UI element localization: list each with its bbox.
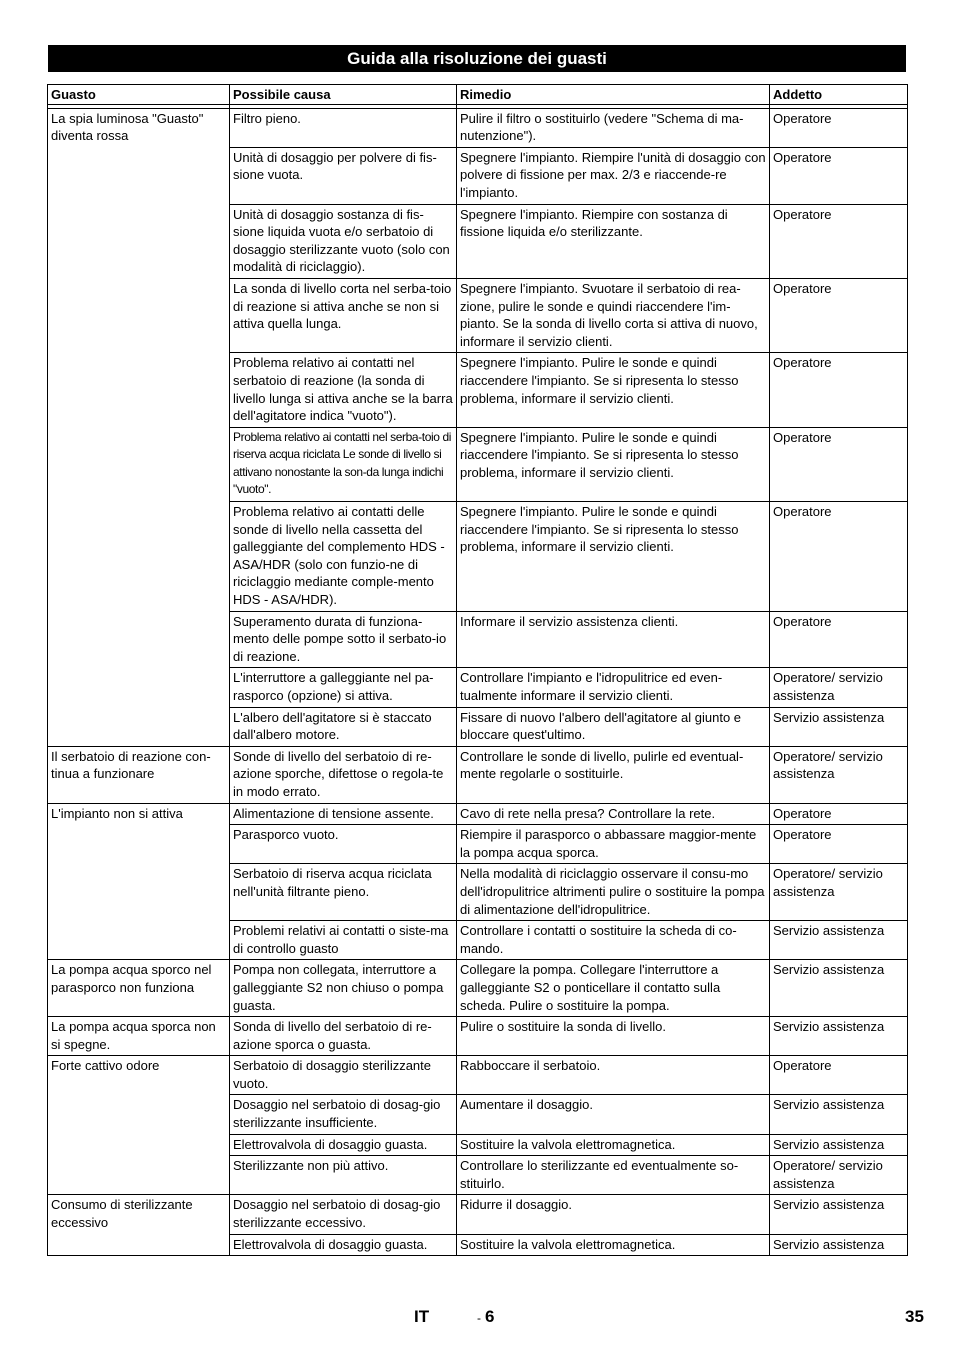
table-row bbox=[48, 108, 908, 147]
remedy-cell: Spegnere l'impianto. Riempire con sostanza di fissione liquida e/o sterilizzante. bbox=[457, 204, 770, 278]
remedy-cell: Controllare l'impianto e l'idropulitrice ed even-tualmente informare il servizio clienti. bbox=[457, 668, 770, 707]
table-body bbox=[48, 104, 908, 1256]
remedy-cell: Nella modalità di riciclaggio osservare il consu-mo dell'idropulitrice altrimenti pulire o sostituire la pompa di alimentazione dell'idropulitrice. bbox=[457, 864, 770, 921]
fault-cell: La spia luminosa "Guasto" diventa rossa bbox=[48, 108, 230, 746]
fault-cell: L'impianto non si attiva bbox=[48, 803, 230, 960]
remedy-cell: Collegare la pompa. Collegare l'interruttore a galleggiante S2 o ponticellare il contatto sulla scheda. Pulire o sostituire la pompa. bbox=[457, 960, 770, 1017]
header-staff: Addetto bbox=[770, 85, 908, 105]
remedy-cell: Spegnere l'impianto. Pulire le sonde e quindi riaccendere l'impianto. Se si ripresenta lo stesso problema, informare il servizio clienti. bbox=[457, 427, 770, 501]
footer-dash: - bbox=[477, 1311, 481, 1325]
staff-cell: Operatore bbox=[770, 825, 908, 864]
cause-cell: Problemi relativi ai contatti o siste-ma di controllo guasto bbox=[230, 921, 457, 960]
cause-cell: Problema relativo ai contatti nel serbatoio di reazione (la sonda di livello lunga si attiva anche se la barra dell'agitatore indica "vuoto"). bbox=[230, 353, 457, 427]
staff-cell: Operatore bbox=[770, 147, 908, 204]
cause-cell: Unità di dosaggio per polvere di fis-sione vuota. bbox=[230, 147, 457, 204]
remedy-cell: Spegnere l'impianto. Pulire le sonde e quindi riaccendere l'impianto. Se si ripresenta lo stesso problema, informare il servizio clienti. bbox=[457, 353, 770, 427]
staff-cell: Operatore bbox=[770, 611, 908, 668]
fault-cell: Consumo di sterilizzante eccessivo bbox=[48, 1195, 230, 1256]
fault-cell: La pompa acqua sporco nel parasporco non funziona bbox=[48, 960, 230, 1017]
remedy-cell: Pulire il filtro o sostituirlo (vedere "Schema di ma-nutenzione"). bbox=[457, 108, 770, 147]
staff-cell: Servizio assistenza bbox=[770, 921, 908, 960]
staff-cell: Servizio assistenza bbox=[770, 1134, 908, 1156]
cause-cell: Sterilizzante non più attivo. bbox=[230, 1156, 457, 1195]
cause-cell: Serbatoio di riserva acqua riciclata nell'unità filtrante pieno. bbox=[230, 864, 457, 921]
staff-cell: Servizio assistenza bbox=[770, 1234, 908, 1256]
remedy-cell: Controllare le sonde di livello, pulirle ed eventual-mente regolarle o sostituirle. bbox=[457, 746, 770, 803]
remedy-cell: Controllare lo sterilizzante ed eventualmente so-stituirlo. bbox=[457, 1156, 770, 1195]
remedy-cell: Sostituire la valvola elettromagnetica. bbox=[457, 1134, 770, 1156]
staff-cell: Operatore/ servizio assistenza bbox=[770, 864, 908, 921]
header-fault: Guasto bbox=[48, 85, 230, 105]
remedy-cell: Riempire il parasporco o abbassare maggior-mente la pompa acqua sporca. bbox=[457, 825, 770, 864]
cause-cell: La sonda di livello corta nel serba-toio di reazione si attiva anche se non si attiva quella lunga. bbox=[230, 278, 457, 352]
remedy-cell: Pulire o sostituire la sonda di livello. bbox=[457, 1017, 770, 1056]
staff-cell: Operatore bbox=[770, 427, 908, 501]
staff-cell: Operatore bbox=[770, 502, 908, 612]
table-row bbox=[48, 960, 908, 1017]
staff-cell: Operatore bbox=[770, 353, 908, 427]
staff-cell: Operatore/ servizio assistenza bbox=[770, 746, 908, 803]
table-row bbox=[48, 746, 908, 803]
table-header-row bbox=[48, 85, 908, 105]
cause-cell: Elettrovalvola di dosaggio guasta. bbox=[230, 1234, 457, 1256]
remedy-cell: Rabboccare il serbatoio. bbox=[457, 1056, 770, 1095]
footer-page-number: 35 bbox=[905, 1307, 924, 1326]
troubleshooting-table bbox=[47, 84, 908, 1256]
table-row bbox=[48, 803, 908, 825]
staff-cell: Operatore bbox=[770, 204, 908, 278]
staff-cell: Servizio assistenza bbox=[770, 1095, 908, 1134]
footer-section-number: 6 bbox=[485, 1307, 495, 1326]
staff-cell: Operatore bbox=[770, 278, 908, 352]
remedy-cell: Aumentare il dosaggio. bbox=[457, 1095, 770, 1134]
staff-cell: Operatore bbox=[770, 1056, 908, 1095]
staff-cell: Operatore/ servizio assistenza bbox=[770, 1156, 908, 1195]
page-title: Guida alla risoluzione dei guasti bbox=[48, 45, 906, 72]
table-row bbox=[48, 1195, 908, 1234]
cause-cell: Filtro pieno. bbox=[230, 108, 457, 147]
cause-cell: Sonde di livello del serbatoio di re-azione sporche, difettose o regola-te in modo errato. bbox=[230, 746, 457, 803]
table-row bbox=[48, 1017, 908, 1056]
staff-cell: Operatore/ servizio assistenza bbox=[770, 668, 908, 707]
remedy-cell: Spegnere l'impianto. Pulire le sonde e quindi riaccendere l'impianto. Se si ripresenta lo stesso problema, informare il servizio clienti. bbox=[457, 502, 770, 612]
staff-cell: Servizio assistenza bbox=[770, 707, 908, 746]
staff-cell: Servizio assistenza bbox=[770, 1017, 908, 1056]
cause-cell: Problema relativo ai contatti nel serba-toio di riserva acqua riciclata Le sonde di livello si attivano nonostante la son-da lunga indichi "vuoto". bbox=[230, 427, 457, 501]
cause-cell: L'interruttore a galleggiante nel pa-rasporco (opzione) si attiva. bbox=[230, 668, 457, 707]
footer-language: IT bbox=[414, 1307, 430, 1326]
cause-cell: Problema relativo ai contatti delle sonde di livello nella cassetta del galleggiante del complemento HDS - ASA/HDR (solo con funzio-ne di riciclaggio mediante comple-mento HDS - ASA/HDR). bbox=[230, 502, 457, 612]
staff-cell: Servizio assistenza bbox=[770, 1195, 908, 1234]
remedy-cell: Informare il servizio assistenza clienti. bbox=[457, 611, 770, 668]
cause-cell: Dosaggio nel serbatoio di dosag-gio sterilizzante eccessivo. bbox=[230, 1195, 457, 1234]
fault-cell: Forte cattivo odore bbox=[48, 1056, 230, 1195]
remedy-cell: Spegnere l'impianto. Riempire l'unità di dosaggio con polvere di fissione per max. 2/3 e riaccende-re l'impianto. bbox=[457, 147, 770, 204]
table-row bbox=[48, 1056, 908, 1095]
cause-cell: Alimentazione di tensione assente. bbox=[230, 803, 457, 825]
header-remedy: Rimedio bbox=[457, 85, 770, 105]
staff-cell: Operatore bbox=[770, 803, 908, 825]
remedy-cell: Cavo di rete nella presa? Controllare la rete. bbox=[457, 803, 770, 825]
remedy-cell: Controllare i contatti o sostituire la scheda di co-mando. bbox=[457, 921, 770, 960]
cause-cell: Unità di dosaggio sostanza di fis-sione liquida vuota e/o serbatoio di dosaggio sterilizzante vuoto (solo con modalità di riciclaggio). bbox=[230, 204, 457, 278]
header-cause: Possibile causa bbox=[230, 85, 457, 105]
cause-cell: Superamento durata di funziona-mento delle pompe sotto il serbato-io di reazione. bbox=[230, 611, 457, 668]
remedy-cell: Ridurre il dosaggio. bbox=[457, 1195, 770, 1234]
staff-cell: Operatore bbox=[770, 108, 908, 147]
cause-cell: Elettrovalvola di dosaggio guasta. bbox=[230, 1134, 457, 1156]
cause-cell: Serbatoio di dosaggio sterilizzante vuoto. bbox=[230, 1056, 457, 1095]
footer-section-page bbox=[477, 1307, 494, 1327]
cause-cell: Dosaggio nel serbatoio di dosag-gio sterilizzante insufficiente. bbox=[230, 1095, 457, 1134]
staff-cell: Servizio assistenza bbox=[770, 960, 908, 1017]
cause-cell: Sonda di livello del serbatoio di re-azione sporca o guasta. bbox=[230, 1017, 457, 1056]
remedy-cell: Spegnere l'impianto. Svuotare il serbatoio di rea-zione, pulire le sonde e quindi riaccendere l'im-pianto. Se la sonda di livello corta si attiva di nuovo, informare il servizio clienti. bbox=[457, 278, 770, 352]
remedy-cell: Sostituire la valvola elettromagnetica. bbox=[457, 1234, 770, 1256]
remedy-cell: Fissare di nuovo l'albero dell'agitatore al giunto e bloccare quest'ultimo. bbox=[457, 707, 770, 746]
cause-cell: Pompa non collegata, interruttore a galleggiante S2 non chiuso o pompa guasta. bbox=[230, 960, 457, 1017]
cause-cell: Parasporco vuoto. bbox=[230, 825, 457, 864]
fault-cell: La pompa acqua sporca non si spegne. bbox=[48, 1017, 230, 1056]
fault-cell: Il serbatoio di reazione con-tinua a funzionare bbox=[48, 746, 230, 803]
cause-cell: L'albero dell'agitatore si è staccato dall'albero motore. bbox=[230, 707, 457, 746]
